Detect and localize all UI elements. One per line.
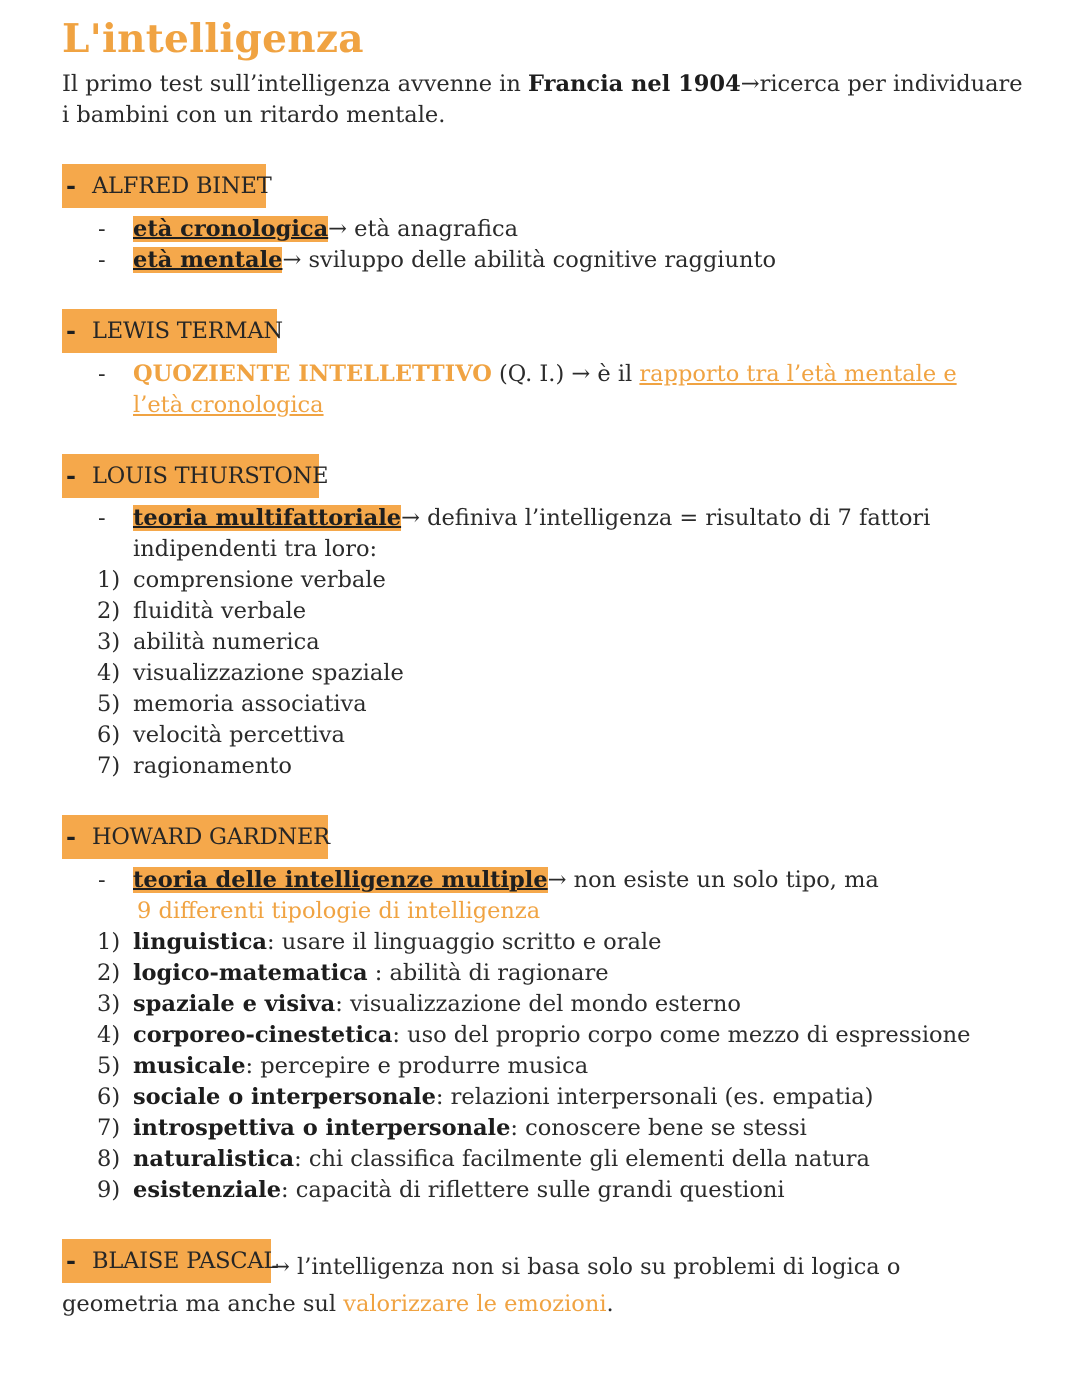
list-number: 6) (97, 722, 121, 748)
bullet-text: → non esiste un solo tipo, ma (547, 867, 879, 893)
header-name: LEWIS TERMAN (92, 318, 283, 344)
list-item (97, 927, 661, 958)
list-term: esistenziale (133, 1177, 282, 1203)
list-number: 8) (97, 1146, 121, 1172)
list-item (97, 1175, 785, 1206)
list-text: : conoscere bene se stessi (510, 1115, 807, 1141)
list-text: : chi classifica facilmente gli elementi della natura (294, 1146, 870, 1172)
list-item (97, 658, 404, 689)
list-text: abilità numerica (133, 629, 320, 655)
list-text: : uso del proprio corpo come mezzo di espressione (392, 1022, 971, 1048)
list-number: 7) (97, 1115, 121, 1141)
pascal-highlight: valorizzare le emozioni (343, 1291, 607, 1317)
list-text: velocità percettiva (133, 722, 345, 748)
list-item (97, 720, 345, 751)
list-number: 3) (97, 629, 121, 655)
bullet-item (98, 245, 777, 276)
list-number: 6) (97, 1084, 121, 1110)
highlight-term: età mentale (133, 247, 283, 273)
list-number: 1) (97, 567, 121, 593)
section-header-pascal (62, 1239, 279, 1283)
intro-line-2: i bambini con un ritardo mentale. (62, 102, 446, 128)
bullet-item (98, 214, 519, 245)
bullet-text: → età anagrafica (328, 216, 519, 242)
list-term: introspettiva o interpersonale (133, 1115, 511, 1141)
list-item (97, 1144, 870, 1175)
list-item (97, 1082, 873, 1113)
bullet-item (98, 359, 957, 390)
list-term: sociale o interpersonale (133, 1084, 436, 1110)
header-dash: - (66, 822, 76, 851)
pascal-period: . (606, 1291, 614, 1317)
header-name: HOWARD GARDNER (92, 824, 330, 850)
intro-line-1 (62, 69, 1023, 100)
header-dash: - (66, 171, 76, 200)
pascal-text: geometria ma anche sul (62, 1291, 344, 1317)
list-term: logico-matematica (133, 960, 368, 986)
bullet-dash: - (98, 505, 106, 531)
list-number: 5) (97, 691, 121, 717)
list-number: 9) (97, 1177, 121, 1203)
intro-bold: Francia nel 1904 (528, 71, 741, 97)
list-text: : abilità di ragionare (367, 960, 609, 986)
header-name: BLAISE PASCAL (92, 1248, 279, 1274)
list-number: 2) (97, 960, 121, 986)
header-dash: - (66, 316, 76, 345)
list-item (97, 689, 367, 720)
term-orange: QUOZIENTE INTELLETTIVO (133, 361, 492, 387)
bullet-item (98, 865, 879, 896)
definition-link: rapporto tra l’età mentale e (639, 361, 957, 387)
list-text: comprensione verbale (133, 567, 386, 593)
bullet-dash: - (98, 247, 106, 273)
list-term: naturalistica (133, 1146, 295, 1172)
bullet-text: → sviluppo delle abilità cognitive raggiunto (282, 247, 777, 273)
list-number: 7) (97, 753, 121, 779)
list-item (97, 751, 292, 782)
list-item (97, 1051, 588, 1082)
definition-link: l’età cronologica (133, 392, 324, 418)
list-item (97, 596, 306, 627)
bullet-item (98, 503, 931, 534)
bullet-dash: - (98, 361, 106, 387)
page-title: L'intelligenza (62, 16, 364, 62)
pascal-text-line-1: → l’intelligenza non si basa solo su problemi di logica o (271, 1254, 901, 1280)
bullet-dash: - (98, 867, 106, 893)
section-header-gardner (62, 815, 328, 859)
list-text: memoria associativa (133, 691, 367, 717)
list-text: : percepire e produrre musica (245, 1053, 589, 1079)
bullet-dash: - (98, 216, 106, 242)
list-text: fluidità verbale (133, 598, 307, 624)
list-number: 2) (97, 598, 121, 624)
list-text: : capacità di riflettere sulle grandi questioni (281, 1177, 785, 1203)
list-number: 4) (97, 660, 121, 686)
list-item (97, 1020, 970, 1051)
intro-text: Il primo test sull’intelligenza avvenne in (62, 71, 529, 97)
list-item (97, 1113, 807, 1144)
list-text: : visualizzazione del mondo esterno (335, 991, 741, 1017)
bullet-continuation: indipendenti tra loro: (133, 536, 378, 562)
header-name: ALFRED BINET (92, 173, 272, 199)
header-name: LOUIS THURSTONE (92, 463, 329, 489)
bullet-text: → definiva l’intelligenza = risultato di 7 fattori (401, 505, 931, 531)
highlight-term: teoria multifattoriale (133, 505, 402, 531)
list-number: 1) (97, 929, 121, 955)
list-term: spaziale e visiva (133, 991, 336, 1017)
list-item (97, 627, 320, 658)
highlight-term: teoria delle intelligenze multiple (133, 867, 548, 893)
list-item (97, 958, 609, 989)
list-term: linguistica (133, 929, 267, 955)
list-number: 4) (97, 1022, 121, 1048)
section-header-binet (62, 164, 272, 208)
list-text: visualizzazione spaziale (133, 660, 404, 686)
list-number: 3) (97, 991, 121, 1017)
list-item (97, 565, 386, 596)
list-term: musicale (133, 1053, 246, 1079)
section-header-terman (62, 309, 283, 353)
list-text: : usare il linguaggio scritto e orale (266, 929, 662, 955)
highlight-term: età cronologica (133, 216, 329, 242)
bullet-continuation: 9 differenti tipologie di intelligenza (137, 898, 541, 924)
list-term: corporeo-cinestetica (133, 1022, 393, 1048)
pascal-text-line-2 (62, 1289, 614, 1320)
intro-text-rest: →ricerca per individuare (740, 71, 1023, 97)
list-text: : relazioni interpersonali (es. empatia) (435, 1084, 874, 1110)
bullet-text: (Q. I.) → è il (491, 361, 640, 387)
list-number: 5) (97, 1053, 121, 1079)
header-dash: - (66, 461, 76, 490)
list-item (97, 989, 741, 1020)
section-header-thurstone (62, 454, 329, 498)
bullet-continuation (133, 390, 324, 421)
list-text: ragionamento (133, 753, 292, 779)
header-dash: - (66, 1246, 76, 1275)
